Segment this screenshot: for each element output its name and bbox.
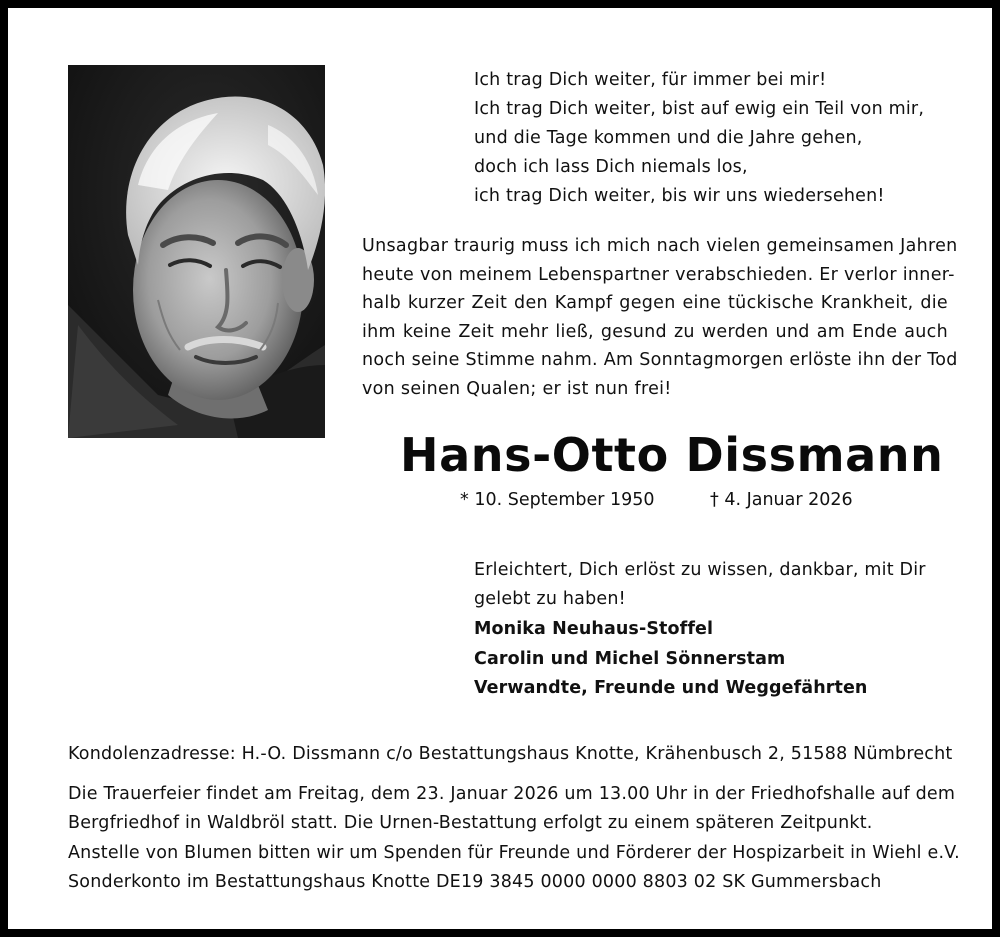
intro-line: von seinen Qualen; er ist nun frei!: [362, 378, 672, 399]
donation-line: Anstelle von Blumen bitten wir um Spenden für Freunde und Förderer der Hospizarbeit in Wiehl e.V.: [68, 843, 960, 863]
poem-line: doch ich lass Dich niemals los,: [474, 157, 748, 177]
mourner-name: Verwandte, Freunde und Weggefährten: [474, 678, 868, 698]
closing-line: gelebt zu haben!: [474, 589, 626, 609]
donation-line: Sonderkonto im Bestattungshaus Knotte DE19 3845 0000 0000 8803 02 SK Gummersbach: [68, 871, 882, 892]
poem-line: Ich trag Dich weiter, bist auf ewig ein Teil von mir,: [474, 99, 925, 119]
mourner-name: Monika Neuhaus-Stoffel: [474, 619, 714, 639]
closing-sentence: [474, 556, 954, 614]
poem-line: ich trag Dich weiter, bis wir uns wiedersehen!: [474, 186, 885, 206]
portrait-photo-icon: [68, 65, 325, 438]
intro-line: halb kurzer Zeit den Kampf gegen eine tückische Krankheit, die: [362, 293, 948, 314]
closing-line: Erleichtert, Dich erlöst zu wissen, dankbar, mit Dir: [474, 560, 926, 580]
funeral-info: [68, 780, 956, 837]
intro-paragraph: [362, 232, 958, 404]
poem-line: und die Tage kommen und die Jahre gehen,: [474, 128, 863, 148]
condolence-address: [68, 740, 953, 769]
donation-info: [68, 839, 960, 896]
mourners-list: [474, 615, 954, 704]
intro-line: Unsagbar traurig muss ich mich nach vielen gemeinsamen Jahren: [362, 236, 958, 256]
death-date: † 4. Januar 2026: [710, 490, 853, 510]
intro-line: heute von meinem Lebenspartner verabschieden. Er verlor inner-: [362, 264, 955, 285]
portrait-photo: [68, 65, 325, 438]
birth-date: * 10. September 1950: [460, 490, 655, 510]
intro-line: noch seine Stimme nahm. Am Sonntagmorgen erlöste ihn der Tod: [362, 350, 958, 371]
funeral-line: Die Trauerfeier findet am Freitag, dem 23. Januar 2026 um 13.00 Uhr in der Friedhofshalle auf dem: [68, 784, 956, 804]
mourner-name: Carolin und Michel Sönnerstam: [474, 648, 786, 669]
intro-line: ihm keine Zeit mehr ließ, gesund zu werden und am Ende auch: [362, 321, 948, 342]
funeral-line: Bergfriedhof in Waldbröl statt. Die Urnen-Bestattung erfolgt zu einem späteren Zeitpunkt.: [68, 812, 873, 833]
deceased-name: Hans-Otto Dissmann: [400, 428, 944, 482]
poem-verse: [474, 66, 954, 211]
poem-line: Ich trag Dich weiter, für immer bei mir!: [474, 70, 827, 90]
condolence-line: Kondolenzadresse: H.-O. Dissmann c/o Bestattungshaus Knotte, Krähenbusch 2, 51588 Nümbrecht: [68, 744, 953, 764]
